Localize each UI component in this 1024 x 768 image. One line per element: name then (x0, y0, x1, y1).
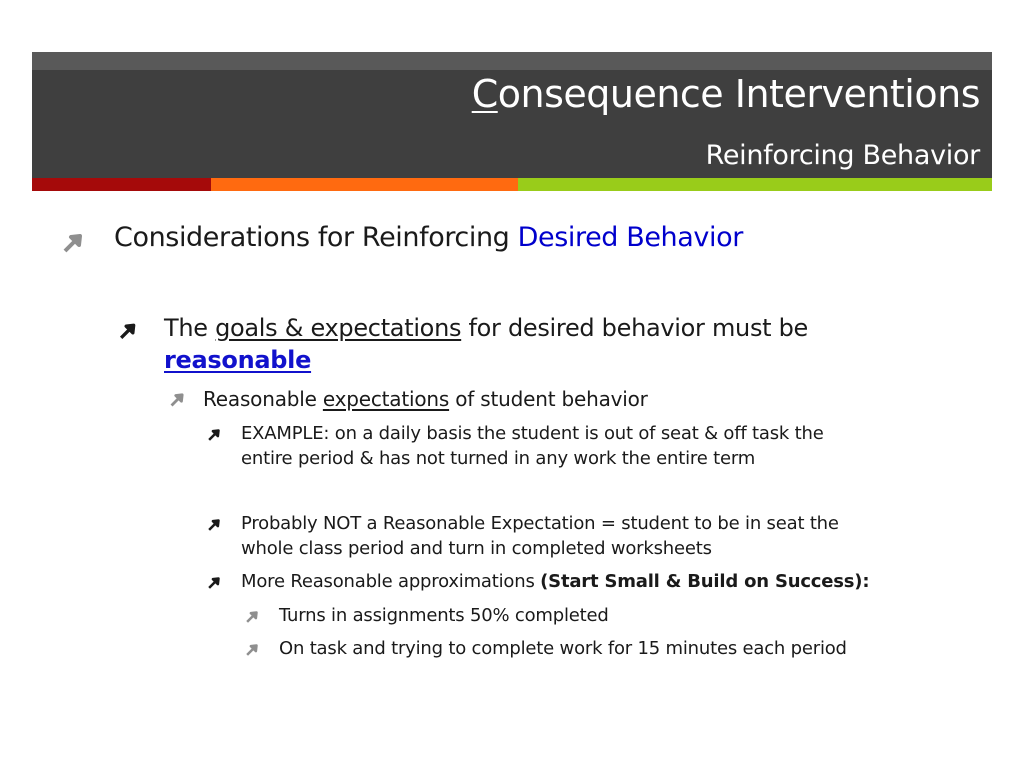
reasonable-link[interactable]: reasonable (164, 346, 312, 374)
stripe-green (518, 178, 992, 191)
bullet-example-line1: EXAMPLE: on a daily basis the student is out of seat & off task the (241, 423, 824, 444)
bullet-example-line2: entire period & has not turned in any work the entire term (241, 448, 756, 469)
stripe-orange (211, 178, 518, 191)
bullet-on-task: On task and trying to complete work for 15 minutes each period (279, 638, 847, 659)
stripe-red (32, 178, 211, 191)
bullet-text: Considerations for Reinforcing Desired Behavior (114, 222, 743, 253)
bullet-goals-expectations: The goals & expectations for desired behavior must be (164, 314, 808, 342)
goals-expectations-text: goals & expectations (215, 314, 462, 342)
bullet-reasonable-expectations: Reasonable expectations of student behavior (203, 387, 648, 411)
bullet-goals-line2 (164, 346, 311, 374)
desired-behavior-text: Desired Behavior (517, 222, 743, 253)
arrow-up-right-icon (60, 232, 84, 256)
arrow-up-right-icon (206, 518, 221, 533)
bullet-more-reasonable: More Reasonable approximations (Start Small & Build on Success): (241, 571, 870, 592)
arrow-up-right-icon (117, 322, 137, 342)
arrow-up-right-icon (168, 392, 185, 409)
title-rest: onsequence Interventions (497, 72, 980, 116)
arrow-up-right-icon (206, 576, 221, 591)
header-top-band (32, 52, 992, 70)
arrow-up-right-icon (244, 643, 259, 658)
slide-title (472, 72, 980, 116)
bullet-probably-not-line1: Probably NOT a Reasonable Expectation = student to be in seat the (241, 513, 839, 534)
title-first-letter: C (471, 72, 498, 116)
slide-subtitle: Reinforcing Behavior (705, 140, 980, 171)
header (32, 70, 992, 178)
bullet-probably-not-line2: whole class period and turn in completed worksheets (241, 538, 712, 559)
arrow-up-right-icon (244, 610, 259, 625)
expectations-text: expectations (322, 387, 450, 411)
bullet-considerations (72, 222, 743, 253)
bullet-turns-in: Turns in assignments 50% completed (279, 605, 609, 626)
arrow-up-right-icon (206, 428, 221, 443)
start-small-text: (Start Small & Build on Success): (540, 571, 870, 592)
